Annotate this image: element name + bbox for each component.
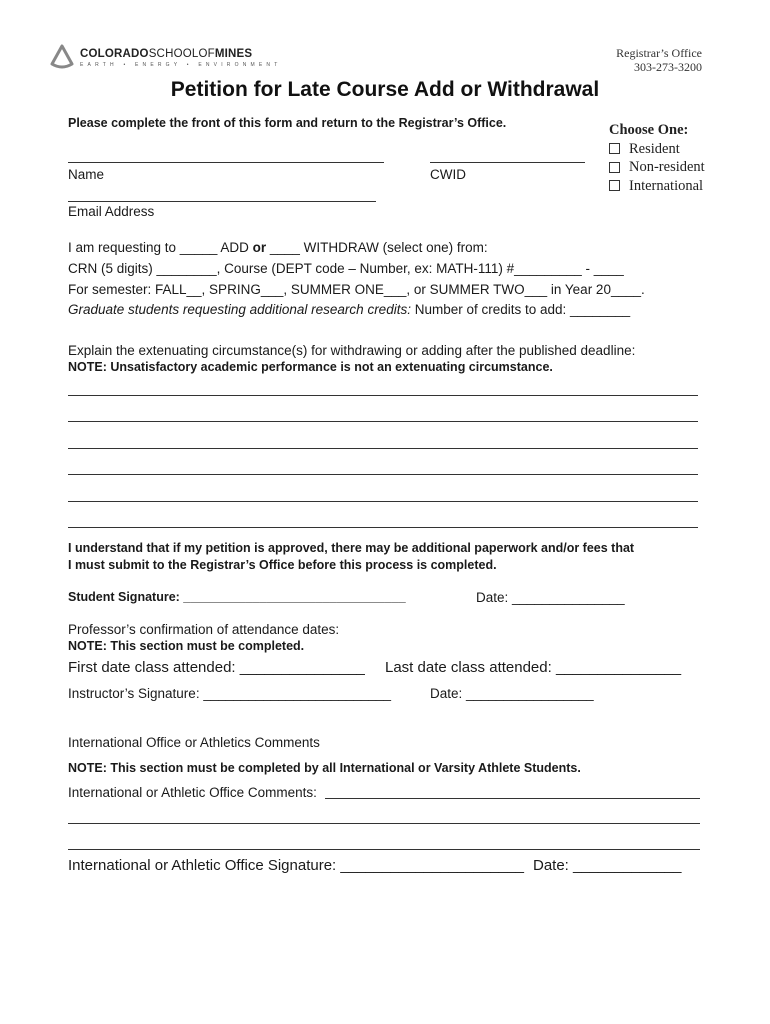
- professor-note: NOTE: This section must be completed.: [68, 639, 305, 653]
- international-date-field[interactable]: Date: _____________: [533, 857, 682, 874]
- logo-wordmark: COLORADOSCHOOLOFMINES: [80, 48, 253, 60]
- instructor-signature-field[interactable]: Instructor’s Signature: _________________________: [68, 686, 392, 701]
- international-heading: International Office or Athletics Comments: [68, 735, 320, 750]
- name-field-line[interactable]: [68, 162, 384, 163]
- residency-heading: Choose One:: [609, 122, 689, 138]
- comments-line[interactable]: [325, 798, 700, 799]
- school-logo: [50, 44, 282, 74]
- request-line-add-withdraw: I am requesting to _____ ADD or ____ WITHDRAW (select one) from:: [68, 240, 488, 255]
- option-non-resident[interactable]: Non-resident: [609, 158, 705, 177]
- acknowledge-line-2: I must submit to the Registrar’s Office before this process is completed.: [68, 558, 497, 572]
- explain-note: NOTE: Unsatisfactory academic performance is not an extenuating circumstance.: [68, 360, 553, 374]
- student-date-field[interactable]: Date: _______________: [476, 590, 625, 605]
- cwid-field-line[interactable]: [430, 162, 585, 163]
- professor-heading: Professor’s confirmation of attendance dates:: [68, 622, 340, 637]
- residency-choice: [609, 121, 705, 195]
- international-signature-field[interactable]: International or Athletic Office Signature: ______________________: [68, 857, 524, 874]
- checkbox-icon[interactable]: [609, 162, 620, 173]
- last-date-field[interactable]: Last date class attended: _______________: [385, 659, 682, 676]
- office-phone: 303-273-3200: [634, 60, 702, 74]
- office-name: Registrar’s Office: [616, 46, 702, 60]
- request-line-crn-course: CRN (5 digits) ________, Course (DEPT code – Number, ex: MATH-111) #_________ - ____: [68, 261, 624, 276]
- comments-line[interactable]: [68, 849, 700, 850]
- checkbox-icon[interactable]: [609, 180, 620, 191]
- first-date-field[interactable]: First date class attended: _______________: [68, 659, 365, 676]
- option-international[interactable]: International: [609, 177, 705, 196]
- email-field-line[interactable]: [68, 201, 376, 202]
- name-label: Name: [68, 167, 105, 182]
- explain-prompt: Explain the extenuating circumstance(s) for withdrawing or adding after the published deadline:: [68, 343, 636, 358]
- acknowledge-line-1: I understand that if my petition is approved, there may be additional paperwork and/or fees that: [68, 541, 635, 555]
- instructor-date-field[interactable]: Date: _________________: [430, 686, 594, 701]
- explain-line[interactable]: [68, 527, 698, 528]
- international-comments-label: International or Athletic Office Comments:: [68, 785, 317, 800]
- option-resident[interactable]: Resident: [609, 140, 705, 159]
- form-title: Petition for Late Course Add or Withdrawal: [170, 78, 600, 101]
- registrar-office-contact: [616, 46, 702, 74]
- explain-line[interactable]: [68, 448, 698, 449]
- international-note: NOTE: This section must be completed by all International or Varsity Athlete Students.: [68, 761, 581, 775]
- comments-line[interactable]: [68, 823, 700, 824]
- form-instruction: Please complete the front of this form and return to the Registrar’s Office.: [68, 116, 507, 130]
- explain-line[interactable]: [68, 421, 698, 422]
- logo-tagline: EARTH • ENERGY • ENVIRONMENT: [80, 62, 282, 68]
- mines-triangle-icon: [50, 44, 74, 70]
- email-label: Email Address: [68, 204, 155, 219]
- explain-line[interactable]: [68, 474, 698, 475]
- request-line-grad-credits: Graduate students requesting additional research credits: Number of credits to add: ________: [68, 302, 631, 317]
- cwid-label: CWID: [430, 167, 466, 182]
- explain-line[interactable]: [68, 395, 698, 396]
- student-signature-field[interactable]: Student Signature: ________________________________: [68, 590, 406, 604]
- request-line-semester: For semester: FALL__, SPRING___, SUMMER ONE___, or SUMMER TWO___ in Year 20____.: [68, 282, 645, 297]
- explain-line[interactable]: [68, 501, 698, 502]
- checkbox-icon[interactable]: [609, 143, 620, 154]
